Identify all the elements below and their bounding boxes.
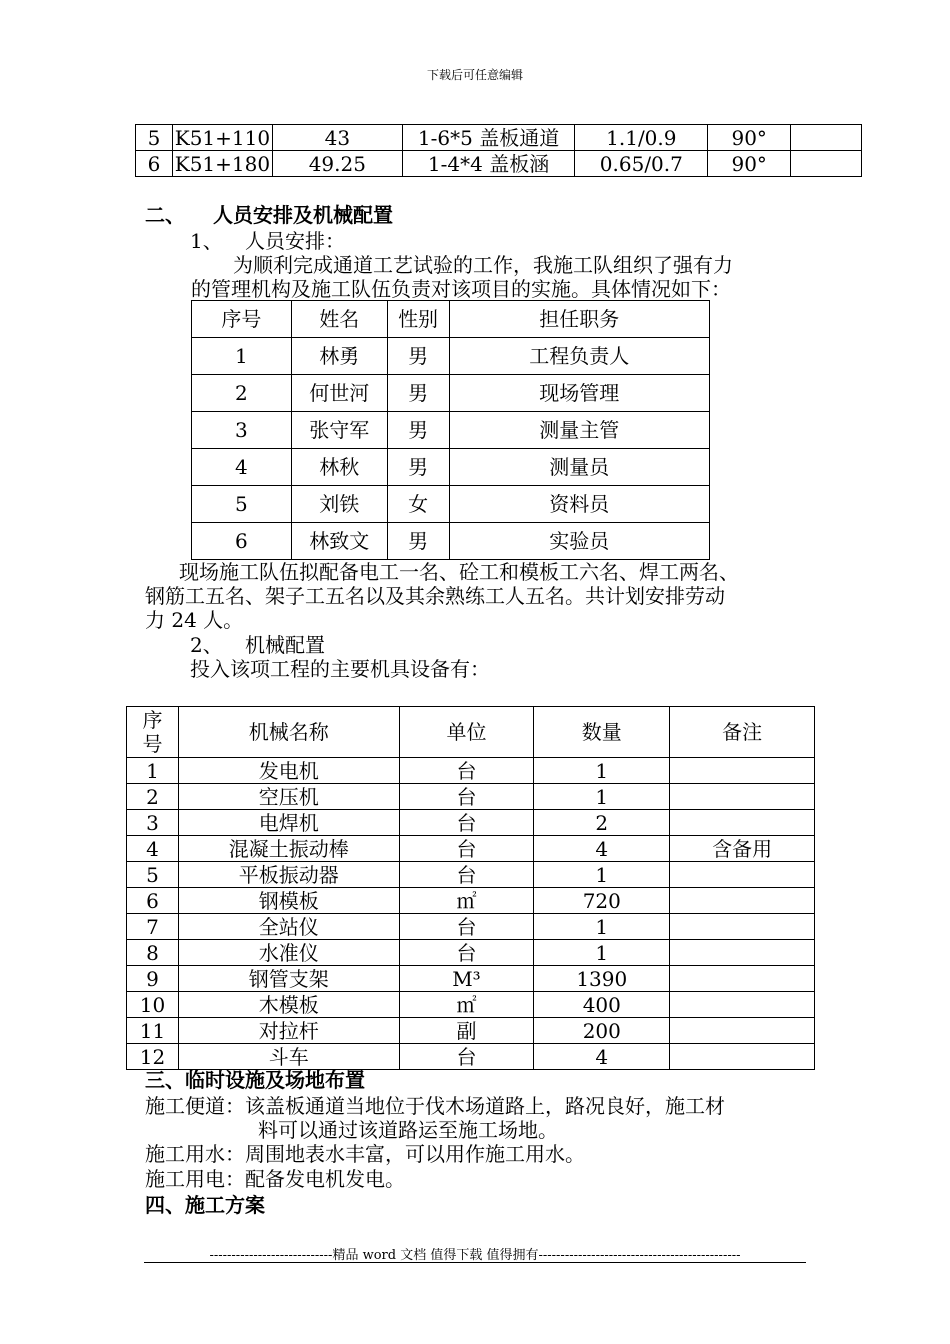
table-cell: 1-4*4 盖板涵 bbox=[402, 151, 575, 177]
table-row bbox=[127, 862, 815, 888]
staff-table bbox=[191, 300, 710, 560]
table-cell: 台 bbox=[399, 836, 534, 862]
table-cell: 4 bbox=[127, 836, 179, 862]
road-line2: 料可以通过该道路运至施工场地。 bbox=[258, 1118, 558, 1142]
table-cell: 台 bbox=[399, 862, 534, 888]
table-cell: ㎡ bbox=[399, 888, 534, 914]
subsection2-number: 2、 bbox=[190, 633, 223, 657]
table-cell: 台 bbox=[399, 940, 534, 966]
table-row bbox=[127, 836, 815, 862]
table-cell bbox=[670, 1044, 815, 1070]
section4-title: 四、施工方案 bbox=[145, 1193, 265, 1217]
table-row bbox=[127, 784, 815, 810]
table-row bbox=[192, 523, 710, 560]
table-cell: 400 bbox=[534, 992, 670, 1018]
table-cell: 钢模板 bbox=[178, 888, 399, 914]
table-cell: 8 bbox=[127, 940, 179, 966]
table-cell: 男 bbox=[387, 338, 449, 375]
column-header: 机械名称 bbox=[178, 707, 399, 758]
power-line: 施工用电：配备发电机发电。 bbox=[145, 1167, 405, 1191]
table-cell: 电焊机 bbox=[178, 810, 399, 836]
table-cell: 2 bbox=[192, 375, 292, 412]
table-cell bbox=[791, 125, 862, 151]
table-cell: 1 bbox=[534, 784, 670, 810]
column-header: 数量 bbox=[534, 707, 670, 758]
table-cell: 水准仪 bbox=[178, 940, 399, 966]
table-cell: 1-6*5 盖板通道 bbox=[402, 125, 575, 151]
table-cell: 0.65/0.7 bbox=[575, 151, 708, 177]
footer-divider bbox=[144, 1262, 806, 1263]
header-note: 下载后可任意编辑 bbox=[426, 68, 523, 82]
water-line: 施工用水：周围地表水丰富，可以用作施工用水。 bbox=[145, 1142, 585, 1166]
column-header: 序 号 bbox=[127, 707, 179, 758]
table-row bbox=[192, 375, 710, 412]
column-header: 备注 bbox=[670, 707, 815, 758]
table-cell: 49.25 bbox=[272, 151, 402, 177]
footer-text: ----------------------------精品 word 文档 值得下载 值得拥有---------------------------------------------- bbox=[209, 1248, 741, 1263]
table-cell bbox=[670, 862, 815, 888]
table-cell: 男 bbox=[387, 523, 449, 560]
table-cell: 平板振动器 bbox=[178, 862, 399, 888]
table-cell: 工程负责人 bbox=[449, 338, 709, 375]
table-cell: 7 bbox=[127, 914, 179, 940]
table-row bbox=[192, 412, 710, 449]
table-cell: ㎡ bbox=[399, 992, 534, 1018]
table-cell: 1 bbox=[192, 338, 292, 375]
table-cell: 对拉杆 bbox=[178, 1018, 399, 1044]
column-header: 姓名 bbox=[291, 301, 387, 338]
table-cell bbox=[670, 1018, 815, 1044]
table-cell: 林致文 bbox=[291, 523, 387, 560]
table-row bbox=[127, 1018, 815, 1044]
table-cell: 11 bbox=[127, 1018, 179, 1044]
table-cell bbox=[670, 888, 815, 914]
table-cell: 9 bbox=[127, 966, 179, 992]
table-cell: K51+110 bbox=[172, 125, 272, 151]
table-cell: 钢管支架 bbox=[178, 966, 399, 992]
section2-number: 二、 bbox=[145, 203, 185, 227]
table-cell bbox=[670, 940, 815, 966]
table-row bbox=[192, 449, 710, 486]
table-cell: 含备用 bbox=[670, 836, 815, 862]
table-cell: 发电机 bbox=[178, 758, 399, 784]
subsection1-number: 1、 bbox=[190, 229, 223, 253]
table-cell: 10 bbox=[127, 992, 179, 1018]
table-row bbox=[136, 125, 862, 151]
bridge-table bbox=[135, 124, 862, 177]
table-cell: 200 bbox=[534, 1018, 670, 1044]
staff-intro-line1: 为顺利完成通道工艺试验的工作，我施工队组织了强有力 bbox=[233, 253, 733, 277]
table-cell: 男 bbox=[387, 375, 449, 412]
table-cell: 测量主管 bbox=[449, 412, 709, 449]
table-cell: 1 bbox=[534, 758, 670, 784]
table-cell bbox=[670, 966, 815, 992]
subsection1-title: 人员安排： bbox=[245, 229, 345, 253]
table-cell: 男 bbox=[387, 449, 449, 486]
labor-line1: 现场施工队伍拟配备电工一名、砼工和模板工六名、焊工两名、 bbox=[179, 560, 739, 584]
table-cell: 1 bbox=[534, 862, 670, 888]
table-cell: 90° bbox=[708, 125, 791, 151]
table-cell: 混凝土振动棒 bbox=[178, 836, 399, 862]
table-cell: 2 bbox=[534, 810, 670, 836]
table-cell bbox=[670, 810, 815, 836]
table-row bbox=[127, 888, 815, 914]
column-header: 序号 bbox=[192, 301, 292, 338]
table-cell bbox=[670, 758, 815, 784]
table-cell: 1 bbox=[534, 914, 670, 940]
table-cell: 台 bbox=[399, 1044, 534, 1070]
table-cell: 男 bbox=[387, 412, 449, 449]
table-row bbox=[127, 1044, 815, 1070]
road-line1: 施工便道：该盖板通道当地位于伐木场道路上，路况良好，施工材 bbox=[145, 1094, 725, 1118]
table-cell bbox=[670, 914, 815, 940]
table-cell: 4 bbox=[534, 836, 670, 862]
table-row bbox=[136, 151, 862, 177]
table-cell: 台 bbox=[399, 784, 534, 810]
table-cell: M³ bbox=[399, 966, 534, 992]
staff-intro-line2: 的管理机构及施工队伍负责对该项目的实施。具体情况如下： bbox=[191, 277, 731, 301]
table-row bbox=[127, 810, 815, 836]
table-cell: 3 bbox=[127, 810, 179, 836]
table-cell: 90° bbox=[708, 151, 791, 177]
table-row bbox=[127, 966, 815, 992]
table-cell: 现场管理 bbox=[449, 375, 709, 412]
table-cell: K51+180 bbox=[172, 151, 272, 177]
column-header: 担任职务 bbox=[449, 301, 709, 338]
table-cell: 1 bbox=[534, 940, 670, 966]
table-cell: 张守军 bbox=[291, 412, 387, 449]
table-row bbox=[127, 914, 815, 940]
table-cell: 6 bbox=[192, 523, 292, 560]
table-cell: 斗车 bbox=[178, 1044, 399, 1070]
table-cell: 台 bbox=[399, 914, 534, 940]
table-cell: 5 bbox=[192, 486, 292, 523]
table-cell: 1 bbox=[127, 758, 179, 784]
table-row bbox=[192, 486, 710, 523]
labor-line3: 力 24 人。 bbox=[145, 608, 244, 632]
table-cell: 台 bbox=[399, 810, 534, 836]
table-cell: 5 bbox=[127, 862, 179, 888]
section3-title: 三、临时设施及场地布置 bbox=[145, 1068, 365, 1092]
table-cell: 木模板 bbox=[178, 992, 399, 1018]
table-row bbox=[192, 338, 710, 375]
table-row bbox=[127, 940, 815, 966]
table-cell: 12 bbox=[127, 1044, 179, 1070]
column-header: 单位 bbox=[399, 707, 534, 758]
table-cell: 43 bbox=[272, 125, 402, 151]
table-cell bbox=[791, 151, 862, 177]
table-cell: 1390 bbox=[534, 966, 670, 992]
table-cell: 3 bbox=[192, 412, 292, 449]
table-cell bbox=[670, 784, 815, 810]
equipment-table bbox=[126, 706, 815, 1070]
table-cell: 林勇 bbox=[291, 338, 387, 375]
table-cell: 刘铁 bbox=[291, 486, 387, 523]
table-cell: 测量员 bbox=[449, 449, 709, 486]
table-cell: 实验员 bbox=[449, 523, 709, 560]
section2-title: 人员安排及机械配置 bbox=[213, 203, 393, 227]
table-cell: 何世河 bbox=[291, 375, 387, 412]
table-cell: 空压机 bbox=[178, 784, 399, 810]
table-cell: 4 bbox=[534, 1044, 670, 1070]
table-cell: 资料员 bbox=[449, 486, 709, 523]
table-cell: 台 bbox=[399, 758, 534, 784]
table-row bbox=[127, 992, 815, 1018]
table-cell: 6 bbox=[136, 151, 173, 177]
table-cell: 林秋 bbox=[291, 449, 387, 486]
table-cell: 1.1/0.9 bbox=[575, 125, 708, 151]
column-header: 性别 bbox=[387, 301, 449, 338]
table-cell: 4 bbox=[192, 449, 292, 486]
table-cell: 5 bbox=[136, 125, 173, 151]
table-cell: 副 bbox=[399, 1018, 534, 1044]
table-header-row bbox=[192, 301, 710, 338]
labor-line2: 钢筋工五名、架子工五名以及其余熟练工人五名。共计划安排劳动 bbox=[145, 584, 725, 608]
equipment-intro: 投入该项工程的主要机具设备有： bbox=[190, 657, 490, 681]
table-header-row bbox=[127, 707, 815, 758]
table-cell: 720 bbox=[534, 888, 670, 914]
table-cell bbox=[670, 992, 815, 1018]
subsection2-title: 机械配置 bbox=[245, 633, 325, 657]
table-row bbox=[127, 758, 815, 784]
table-cell: 女 bbox=[387, 486, 449, 523]
table-cell: 6 bbox=[127, 888, 179, 914]
table-cell: 2 bbox=[127, 784, 179, 810]
table-cell: 全站仪 bbox=[178, 914, 399, 940]
